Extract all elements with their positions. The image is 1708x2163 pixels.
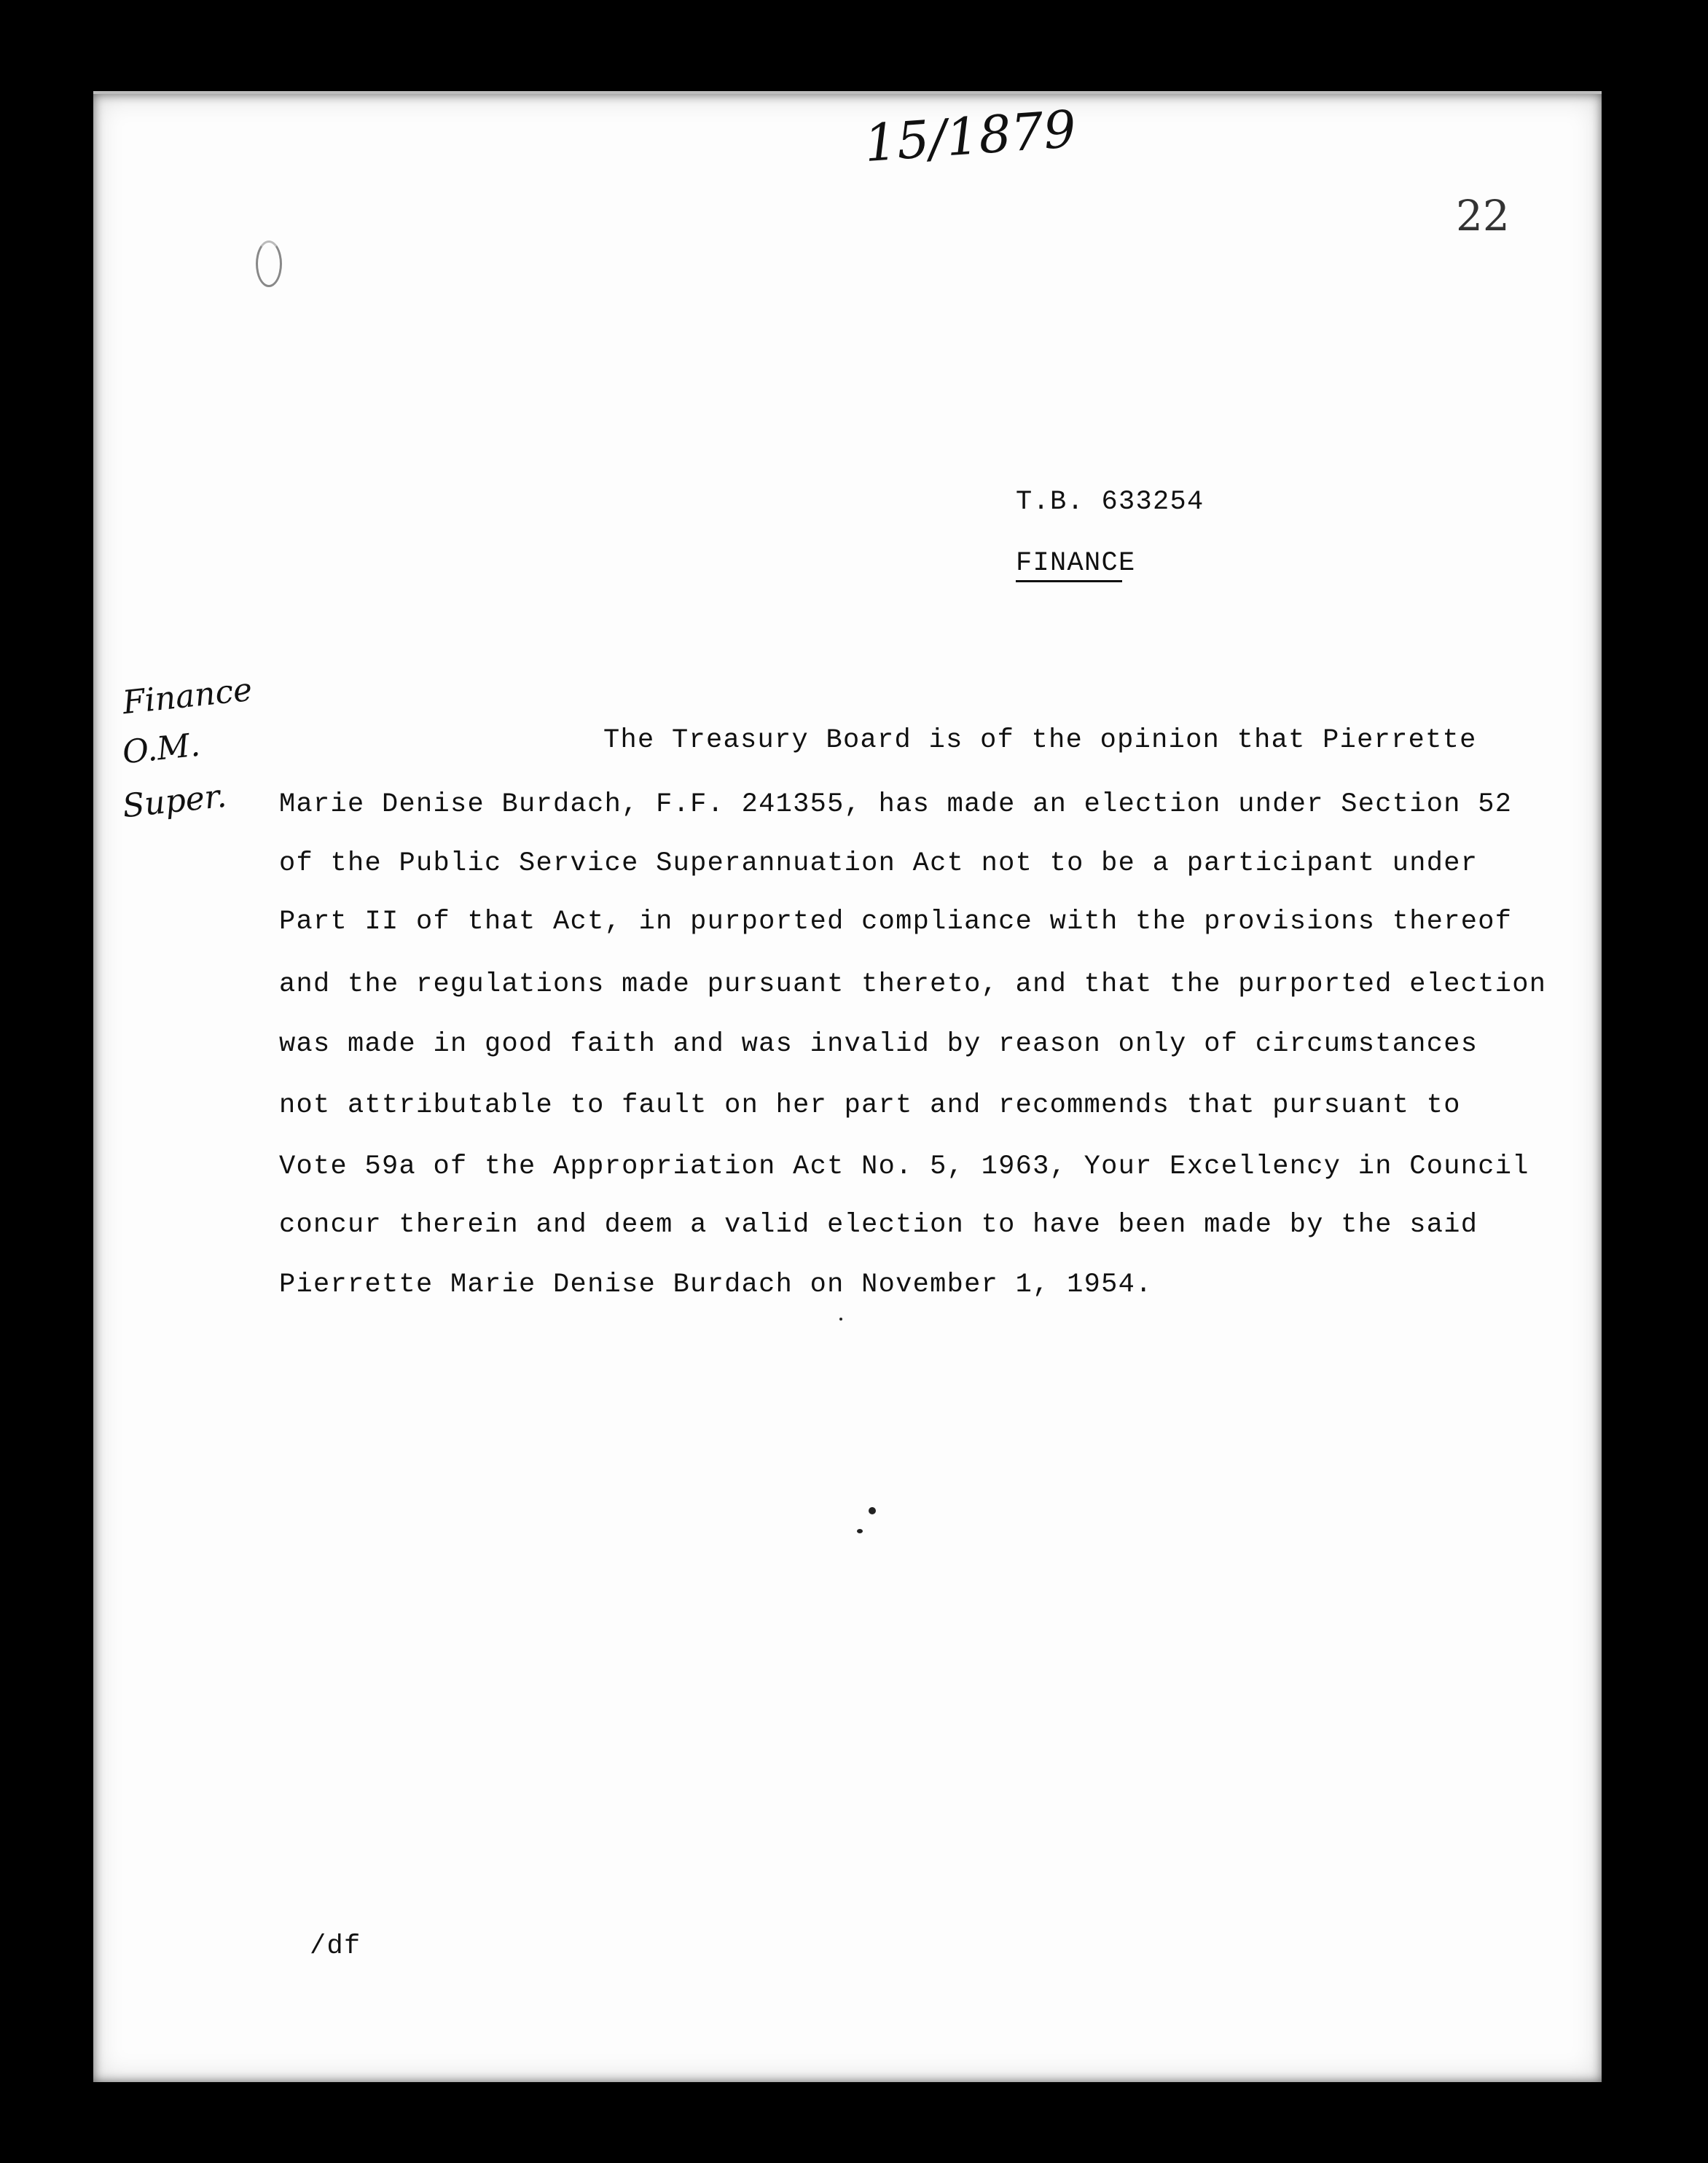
body-line: Pierrette Marie Denise Burdach on November 1, 1954. <box>279 1270 1153 1300</box>
ink-speck <box>857 1529 863 1533</box>
body-line: Part II of that Act, in purported compliance with the provisions thereof <box>279 907 1513 937</box>
margin-note-super: Super. <box>120 777 229 826</box>
margin-note-finance: Finance <box>120 670 254 722</box>
ink-speck <box>869 1507 876 1514</box>
page-number: 22 <box>1456 191 1510 240</box>
margin-note-om: O.M. <box>120 726 202 772</box>
department-heading: FINANCE <box>1016 548 1136 579</box>
body-line: and the regulations made pursuant thereto, and that the purported election <box>279 969 1547 1000</box>
body-line: of the Public Service Superannuation Act not to be a participant under <box>279 848 1478 879</box>
ink-speck <box>839 1318 842 1321</box>
body-line: The Treasury Board is of the opinion that Pierrette <box>603 725 1477 756</box>
body-line: was made in good faith and was invalid by reason only of circumstances <box>279 1029 1478 1060</box>
body-line: Marie Denise Burdach, F.F. 241355, has made an election under Section 52 <box>279 789 1513 820</box>
body-line: Vote 59a of the Appropriation Act No. 5, 1963, Your Excellency in Council <box>279 1151 1529 1182</box>
punch-hole <box>256 240 282 287</box>
typist-initials: /df <box>310 1931 361 1962</box>
document-page <box>93 91 1602 2082</box>
body-line: concur therein and deem a valid election to have been made by the said <box>279 1210 1478 1240</box>
body-line: not attributable to fault on her part and recommends that pursuant to <box>279 1090 1461 1121</box>
treasury-board-number: T.B. 633254 <box>1016 487 1204 517</box>
handwritten-file-reference: 15/1879 <box>862 98 1078 174</box>
department-underline <box>1016 580 1122 582</box>
